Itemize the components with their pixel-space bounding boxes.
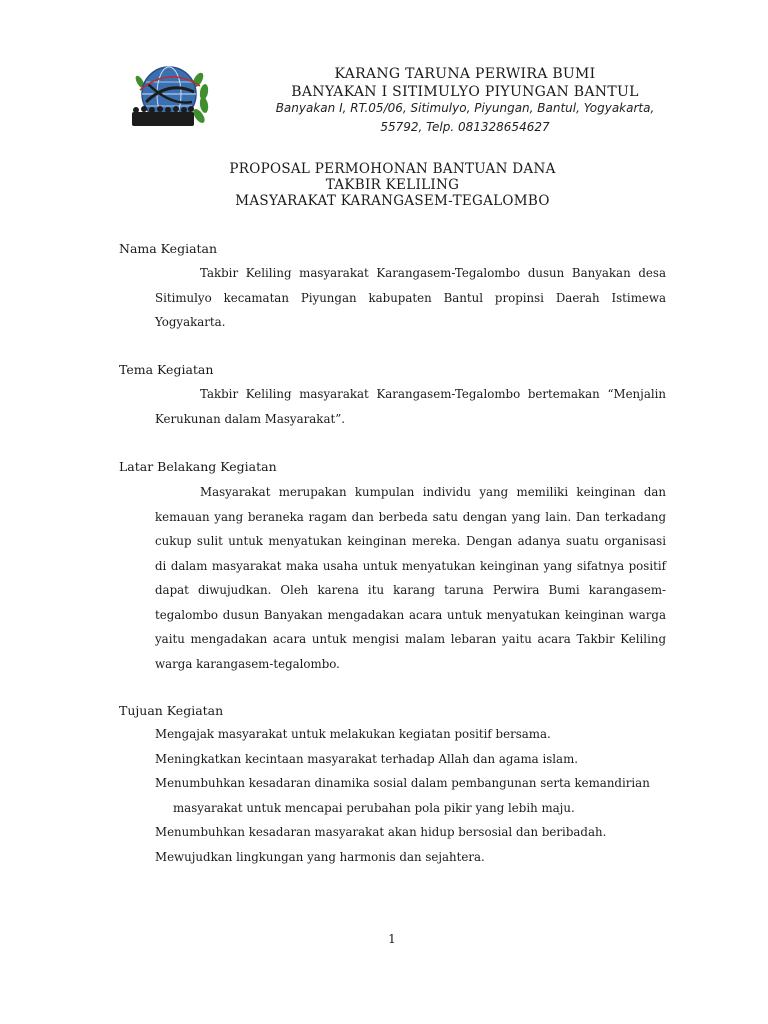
paragraph-nama-kegiatan: Takbir Keliling masyarakat Karangasem-Tegalombo dusun Banyakan desa Sitimulyo kecamatan Piyungan kabupaten Bantul propinsi Daerah Istimewa Yogyakarta. <box>155 266 666 329</box>
heading-latar-belakang: Latar Belakang Kegiatan <box>119 459 277 474</box>
org-address <box>230 99 700 137</box>
page-number: 1 <box>388 932 396 946</box>
list-item: Menumbuhkan kesadaran dinamika sosial dalam pembangunan serta kemandirian <box>155 776 650 790</box>
org-name: KARANG TARUNA PERWIRA BUMI <box>334 66 596 82</box>
title-line-2: TAKBIR KELILING <box>325 177 460 193</box>
list-item: Meningkatkan kecintaan masyarakat terhadap Allah dan agama islam. <box>155 751 579 766</box>
list-item: Menumbuhkan kesadaran masyarakat akan hidup bersosial dan beribadah. <box>155 825 607 839</box>
heading-tema-kegiatan: Tema Kegiatan <box>119 362 214 377</box>
list-item-continuation: masyarakat untuk mencapai perubahan pola pikir yang lebih maju. <box>173 800 575 815</box>
list-tujuan-kegiatan <box>155 722 666 869</box>
title-line-1: PROPOSAL PERMOHONAN BANTUAN DANA <box>229 161 556 177</box>
heading-tujuan-kegiatan: Tujuan Kegiatan <box>119 703 224 718</box>
paragraph-latar-belakang: Masyarakat merupakan kumpulan individu yang memiliki keinginan dan kemauan yang beraneka ragam dan berbeda satu dengan yang lain. Dan terkadang cukup sulit untuk menyatukan keinginan mereka. Dengan adanya suatu organisasi di dalam masyarakat maka usaha untuk menyatukan keinginan yang sifatnya positif dapat diwujudkan. Oleh karena itu karang taruna Perwira Bumi karangasem-tegalombo dusun Banyakan mengadakan acara untuk menyatukan keinginan warga yaitu mengadakan acara untuk mengisi malam lebaran yaitu acara Takbir Keliling warga karangasem-tegalombo. <box>155 485 666 671</box>
list-item: Mengajak masyarakat untuk melakukan kegiatan positif bersama. <box>155 727 551 741</box>
title-line-3: MASYARAKAT KARANGASEM-TEGALOMBO <box>235 193 550 209</box>
heading-nama-kegiatan: Nama Kegiatan <box>119 241 218 256</box>
address-line-2: 55792, Telp. 081328654627 <box>380 120 550 134</box>
globe-emblem-icon <box>126 62 212 132</box>
paragraph-tema-kegiatan: Takbir Keliling masyarakat Karangasem-Tegalombo bertemakan “Menjalin Kerukunan dalam Masyarakat”. <box>155 387 666 426</box>
org-subtitle: BANYAKAN I SITIMULYO PIYUNGAN BANTUL <box>291 84 639 100</box>
address-line-1: Banyakan I, RT.05/06, Sitimulyo, Piyungan, Bantul, Yogyakarta, <box>275 101 655 115</box>
list-item: Mewujudkan lingkungan yang harmonis dan sejahtera. <box>155 849 485 864</box>
